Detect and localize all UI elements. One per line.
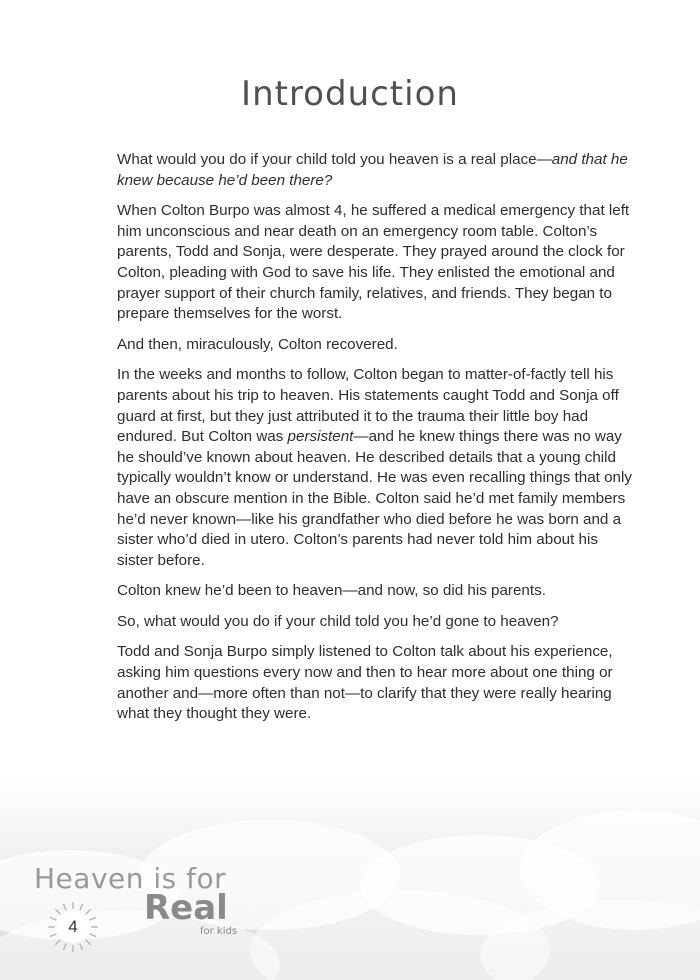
paragraph-4-text-end: —and he knew things there was no way he should’ve known about heaven. He described details that a young child typically wouldn’t know or understand. He was even recalling things that only have an obscure mention in the Bible. Colton said he’d met family members he’d never known—like his grandfather who died before he was born and a sister who’d died in utero. Colton’s parents had never told him about his sister before.	[117, 428, 632, 569]
page-number: 4	[68, 917, 78, 936]
paragraph-3: And then, miraculously, Colton recovered.	[117, 335, 398, 353]
paragraph-4-text-start: In the weeks and months to follow, Colton began to matter-of-factly tell his parents about his trip to heaven. His statements caught Todd and Sonja off guard at first, but they just attributed it to the trauma their little boy had endured. But Colton was	[117, 366, 619, 446]
paragraph-1-italic: and that he knew because he’d been there?	[117, 151, 628, 189]
paragraph-7: Todd and Sonja Burpo simply listened to Colton talk about his experience, asking him questions every now and then to hear more about one thing or another and—more often than not—to clarify that they were really hearing what they thought they were.	[117, 643, 613, 723]
paragraph-5: Colton knew he’d been to heaven—and now, so did his parents.	[117, 582, 546, 600]
paragraph-4-italic: persistent	[287, 428, 354, 446]
page-title: Introduction	[241, 74, 459, 114]
logo-line-1: Heaven is for	[34, 862, 227, 895]
logo-line-3: for kids	[200, 926, 238, 937]
paragraph-4	[117, 365, 633, 571]
page-number-badge	[46, 900, 100, 954]
paragraph-6: So, what would you do if your child told you he’d gone to heaven?	[117, 612, 559, 630]
paragraph-1-text: What would you do if your child told you heaven is a real place—	[117, 151, 552, 168]
paragraph-1	[117, 150, 633, 191]
body-text	[117, 150, 633, 735]
paragraph-2: When Colton Burpo was almost 4, he suffered a medical emergency that left him unconscious and near death on an emergency room table. Colton’s parents, Todd and Sonja, were desperate. They prayed around the clock for Colton, pleading with God to save his life. They enlisted the emotional and prayer support of their church family, relatives, and friends. They began to prepare themselves for the worst.	[117, 202, 630, 323]
logo-line-2: Real	[144, 888, 228, 928]
